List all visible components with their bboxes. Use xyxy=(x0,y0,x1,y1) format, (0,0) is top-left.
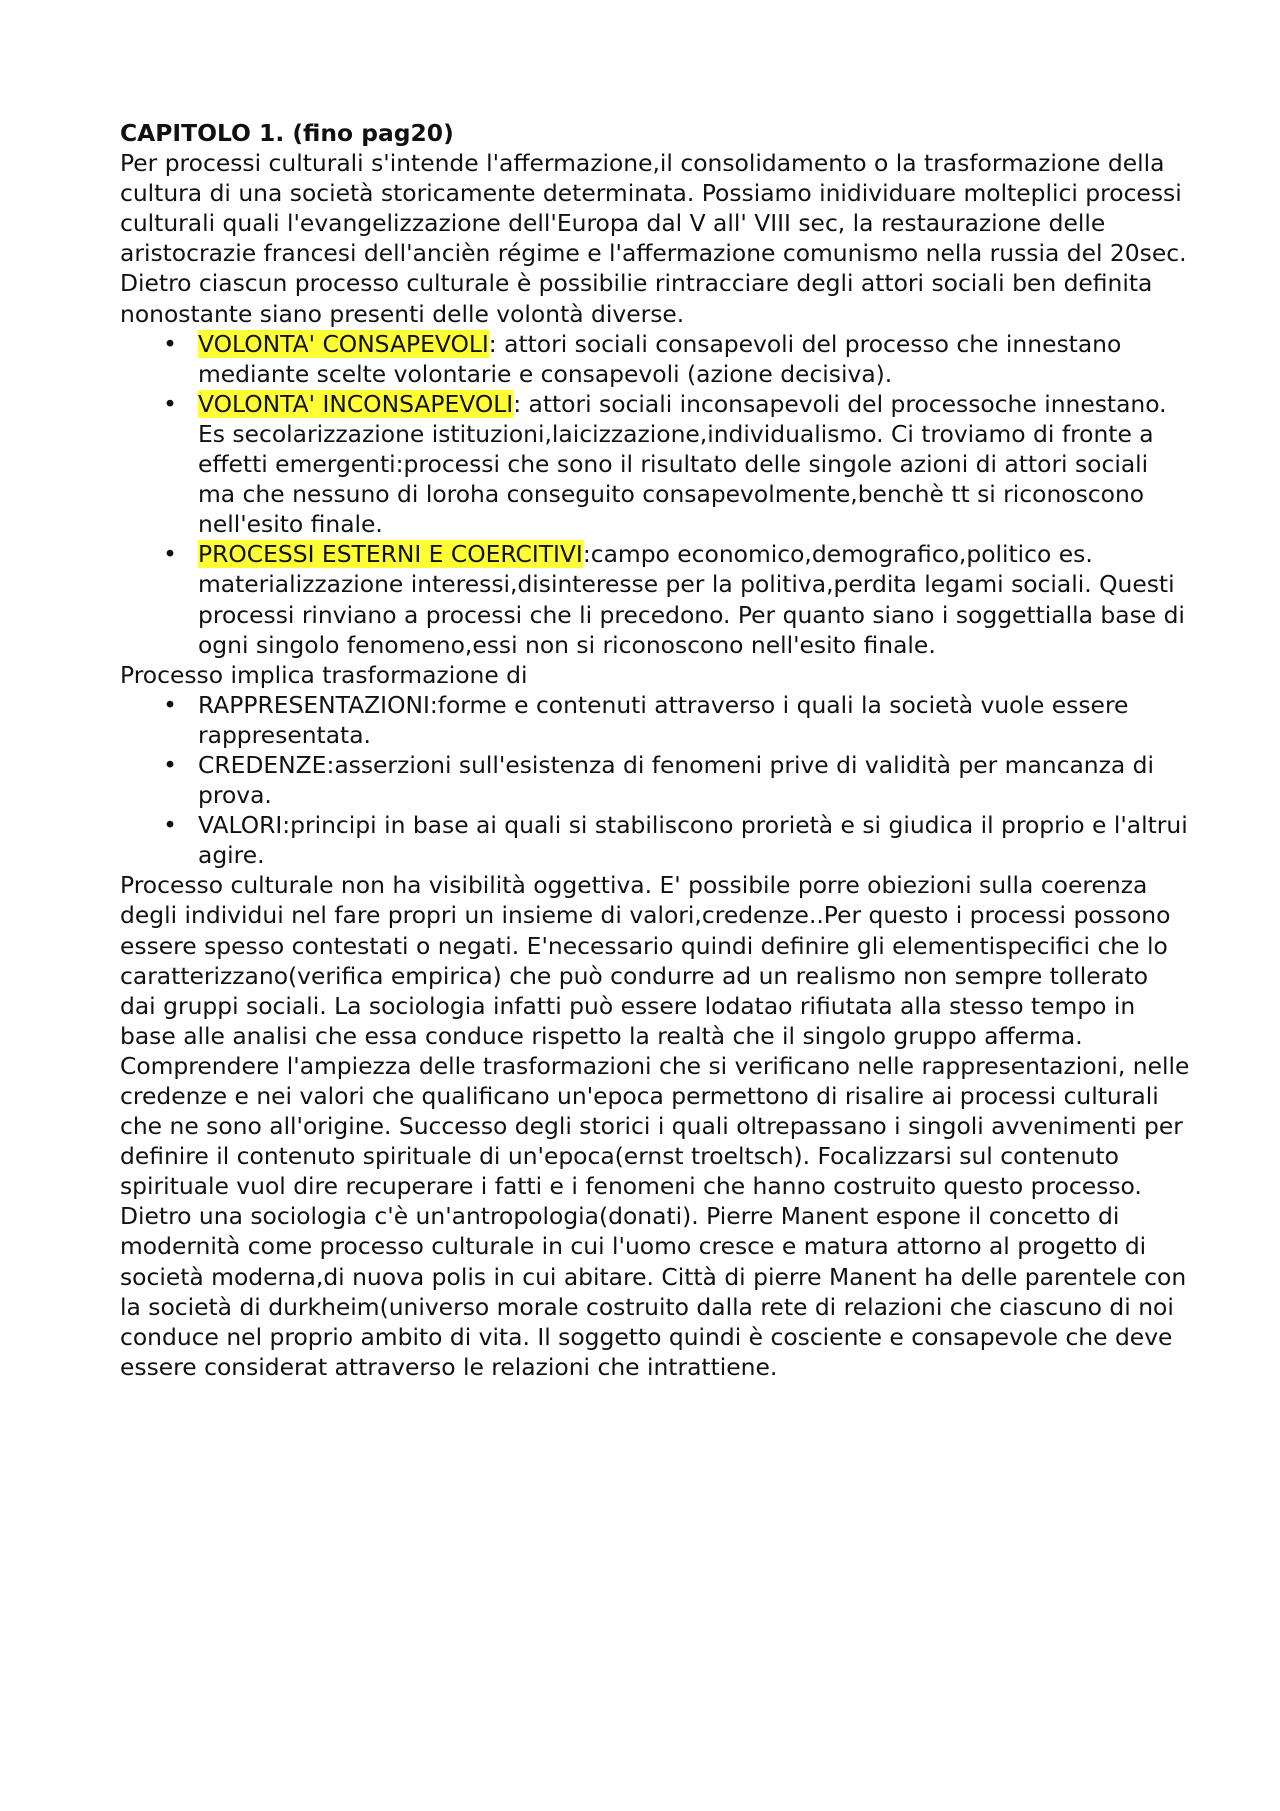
bullet-icon: • xyxy=(163,811,177,840)
bullet-icon: • xyxy=(163,329,177,358)
list-item-rappresentazioni xyxy=(120,690,1190,750)
chapter-title: CAPITOLO 1. (fino pag20) xyxy=(120,119,454,147)
transformation-list xyxy=(120,690,1190,871)
volonta-list xyxy=(120,329,1190,660)
bullet-icon: • xyxy=(163,750,177,779)
list-item-text: RAPPRESENTAZIONI:forme e contenuti attraverso i quali la società vuole essere rappresentata. xyxy=(198,690,1129,749)
document-page xyxy=(120,118,1190,1382)
body-paragraph: Processo culturale non ha visibilità oggettiva. E' possibile porre obiezioni sulla coerenza degli individui nel fare propri un insieme di valori,credenze..Per questo i processi possono essere spesso contestati o negati. E'necessario quindi definire gli elementispecifici che lo caratterizzano(verifica empirica) che può condurre ad un realismo non sempre tollerato dai gruppi sociali. La sociologia infatti può essere lodatao rifiutata alla stesso tempo in base alle analisi che essa conduce rispetto la realtà che il singolo gruppo afferma. Comprendere l'ampiezza delle trasformazioni che si verificano nelle rappresentazioni, nelle credenze e nei valori che qualificano un'epoca permettono di risalire ai processi culturali che ne sono all'origine. Successo degli storici i quali oltrepassano i singoli avvenimenti per definire il contenuto spirituale di un'epoca(ernst troeltsch). Focalizzarsi sul contenuto spirituale vuol dire recuperare i fatti e i fenomeni che hanno costruito questo processo. Dietro una sociologia c'è un'antropologia(donati). Pierre Manent espone il concetto di modernità come processo culturale in cui l'uomo cresce e matura attorno al progetto di società moderna,di nuova polis in cui abitare. Città di pierre Manent ha delle parentele con la società di durkheim(universo morale costruito dalla rete di relazioni che ciascuno di noi conduce nel proprio ambito di vita. Il soggetto quindi è cosciente e consapevole che deve essere considerat attraverso le relazioni che intrattiene. xyxy=(120,871,1190,1381)
intro-paragraph: Per processi culturali s'intende l'affermazione,il consolidamento o la trasformazione della cultura di una società storicamente determinata. Possiamo inidividuare molteplici processi culturali quali l'evangelizzazione dell'Europa dal V all' VIII sec, la restaurazione delle aristocrazie francesi dell'ancièn régime e l'affermazione comunismo nella russia del 20sec. Dietro ciascun processo culturale è possibilie rintracciare degli attori sociali ben definita nonostante siano presenti delle volontà diverse. xyxy=(120,149,1187,328)
list-item-text: VALORI:principi in base ai quali si stabiliscono prorietà e si giudica il proprio e l'altrui agire. xyxy=(198,811,1188,870)
bullet-icon: • xyxy=(163,690,177,719)
list-item-text: :campo economico,demografico,politico es. materializzazione interessi,disinteresse per la politiva,perdita legami sociali. Questi processi rinviano a processi che li precedono. Per quanto siano i soggettialla base di ogni singolo fenomeno,essi non si riconoscono nell'esito finale. xyxy=(198,540,1185,659)
bullet-icon: • xyxy=(163,389,177,418)
highlighted-term: PROCESSI ESTERNI E COERCITIVI xyxy=(198,540,583,569)
list-item-text: : attori sociali consapevoli del processo che innestano mediante scelte volontarie e consapevoli (azione decisiva). xyxy=(198,329,1122,388)
list-item-volonta-consapevoli xyxy=(120,329,1190,389)
highlighted-term: VOLONTA' CONSAPEVOLI xyxy=(198,329,489,358)
list-item-credenze xyxy=(120,750,1190,810)
list-item-processi-esterni xyxy=(120,539,1190,659)
list-item-volonta-inconsapevoli xyxy=(120,389,1190,539)
transformation-intro: Processo implica trasformazione di xyxy=(120,660,528,689)
list-item-text: CREDENZE:asserzioni sull'esistenza di fenomeni prive di validità per mancanza di prova. xyxy=(198,750,1155,810)
bullet-icon: • xyxy=(163,540,177,569)
highlighted-term: VOLONTA' INCONSAPEVOLI xyxy=(198,389,514,418)
list-item-text: : attori sociali inconsapevoli del processoche innestano. Es secolarizzazione istituzioni,laicizzazione,individualismo. Ci troviamo di fronte a effetti emergenti:processi che sono il risultato delle singole azioni di attori sociali ma che nessuno di loroha conseguito consapevolmente,benchè tt si riconoscono nell'esito finale. xyxy=(198,389,1167,539)
list-item-valori xyxy=(120,810,1190,870)
